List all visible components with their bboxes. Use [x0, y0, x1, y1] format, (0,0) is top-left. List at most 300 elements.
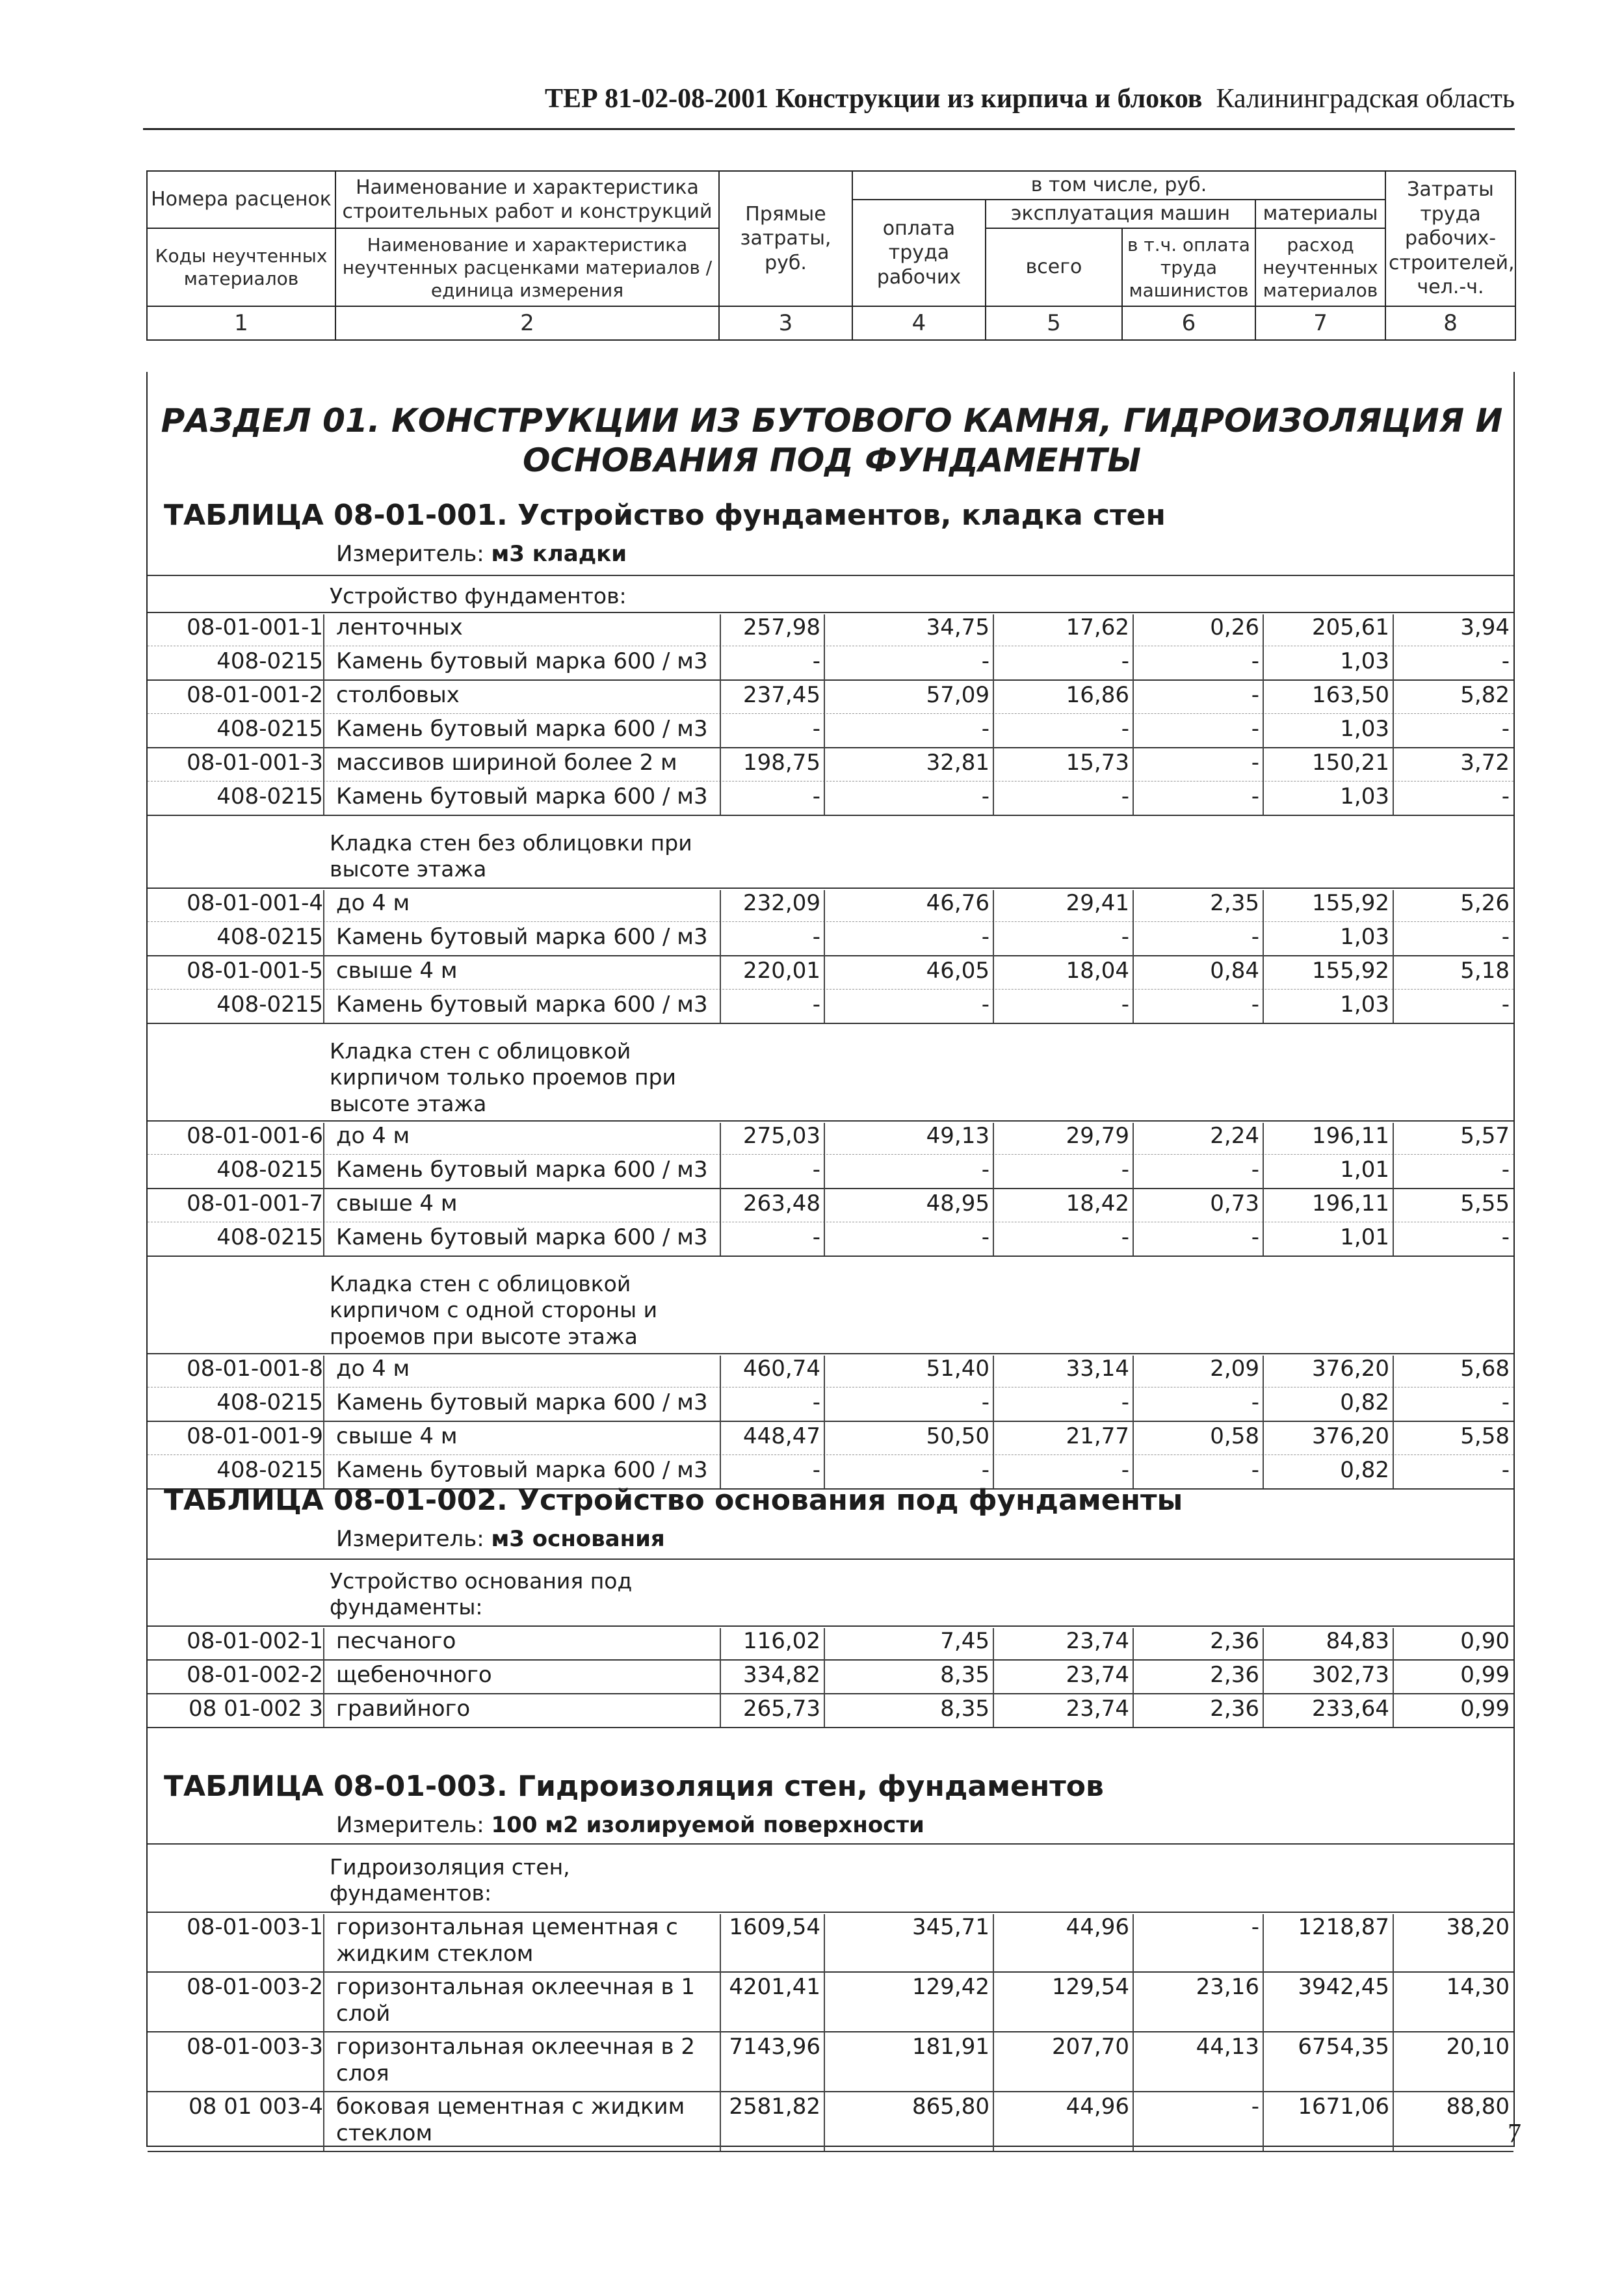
materials: 196,11	[1312, 1190, 1389, 1216]
wages: 7,45	[940, 1628, 989, 1654]
machinist-wages: 0,73	[1210, 1190, 1259, 1216]
table-divider	[148, 1843, 1513, 1845]
meter-label: Измеритель:	[336, 1526, 491, 1552]
machines-total: -	[1121, 716, 1129, 742]
machines-total: 18,04	[1066, 958, 1129, 984]
wages: -	[981, 648, 989, 674]
row-divider	[148, 955, 1513, 956]
group-label: Кладка стен с облицовкой кирпичом только проемов при высоте этажа	[330, 1038, 676, 1116]
table-row	[148, 1190, 1513, 1224]
rate-name: свыше 4 м	[336, 1190, 458, 1216]
machines-total: 129,54	[1052, 1974, 1129, 2000]
rate-name: свыше 4 м	[336, 958, 458, 984]
column-divider	[1133, 1356, 1134, 1488]
hdr-wages: оплата труда рабочих	[852, 200, 986, 306]
direct-cost: 263,48	[743, 1190, 820, 1216]
table-row	[148, 716, 1513, 750]
wages: -	[981, 924, 989, 950]
rate-name: массивов шириной более 2 м	[336, 750, 677, 776]
table-title: ТАБЛИЦА 08-01-003. Гидроизоляция стен, фундаментов	[164, 1770, 1104, 1803]
materials: 0,82	[1340, 1457, 1389, 1483]
direct-cost: 220,01	[743, 958, 820, 984]
rate-code: 08-01-001-3	[187, 750, 323, 776]
machinist-wages: 2,36	[1210, 1628, 1259, 1654]
rate-name: боковая цементная с жидким стеклом	[336, 2094, 685, 2147]
row-divider	[148, 747, 1513, 748]
hdr-direct-costs: Прямые затраты, руб.	[719, 171, 852, 306]
wages: -	[981, 1157, 989, 1183]
row-divider	[148, 713, 1513, 714]
machines-total: 15,73	[1066, 750, 1129, 776]
table-row	[148, 2094, 1513, 2153]
column-divider	[1263, 890, 1264, 1023]
column-divider	[323, 1123, 324, 1256]
page-number: 7	[1508, 2119, 1521, 2149]
direct-cost: -	[812, 716, 820, 742]
machinist-wages: -	[1251, 1914, 1259, 1940]
machines-total: -	[1121, 783, 1129, 809]
rate-name: Камень бутовый марка 600 / м3	[336, 1224, 708, 1250]
meter-unit: 100 м2 изолируемой поверхности	[491, 1812, 924, 1838]
labor-cost: -	[1501, 1157, 1510, 1183]
rate-code: 408-0215	[216, 992, 323, 1018]
hdr-labor: Затраты труда рабочих-строителей, чел.-ч.	[1385, 171, 1515, 306]
direct-cost: 1609,54	[729, 1914, 820, 1940]
labor-cost: 5,55	[1460, 1190, 1510, 1216]
row-divider	[148, 1971, 1513, 1973]
meter-label: Измеритель:	[336, 1812, 491, 1838]
rate-name: гравийного	[336, 1696, 471, 1722]
direct-cost: 257,98	[743, 614, 820, 640]
wages: 129,42	[912, 1974, 989, 2000]
machinist-wages: -	[1251, 648, 1259, 674]
materials: 1671,06	[1298, 2094, 1389, 2120]
column-divider	[1263, 1914, 1264, 2151]
column-divider	[1393, 1356, 1394, 1488]
col-number: 4	[852, 306, 986, 340]
row-divider	[148, 1154, 1513, 1155]
wages: 32,81	[926, 750, 989, 776]
materials: 3942,45	[1298, 1974, 1389, 2000]
table-row	[148, 682, 1513, 716]
wages: -	[981, 783, 989, 809]
table-row	[148, 1356, 1513, 1389]
section-title: РАЗДЕЛ 01. КОНСТРУКЦИИ ИЗ БУТОВОГО КАМНЯ, ГИДРОИЗОЛЯЦИЯ И ОСНОВАНИЯ ПОД ФУНДАМЕНТЫ	[161, 402, 1503, 479]
row-divider	[148, 1693, 1513, 1694]
row-divider	[148, 679, 1513, 681]
machinist-wages: -	[1251, 992, 1259, 1018]
group-divider	[148, 1120, 1513, 1122]
column-divider	[824, 614, 825, 815]
direct-cost: -	[812, 992, 820, 1018]
materials: 1,03	[1340, 992, 1389, 1018]
rate-name: Камень бутовый марка 600 / м3	[336, 924, 708, 950]
row-divider	[148, 2151, 1513, 2152]
rate-name: Камень бутовый марка 600 / м3	[336, 1457, 708, 1483]
column-divider	[1133, 1123, 1134, 1256]
hdr-rate-numbers: Номера расценок	[147, 171, 335, 228]
column-divider	[1133, 614, 1134, 815]
table-row	[148, 992, 1513, 1025]
machines-total: -	[1121, 1389, 1129, 1415]
group-label: Гидроизоляция стен, фундаментов:	[330, 1854, 570, 1906]
column-divider	[824, 1628, 825, 1727]
labor-cost: 0,90	[1460, 1628, 1510, 1654]
row-divider	[148, 1659, 1513, 1661]
wages: 51,40	[926, 1356, 989, 1382]
column-divider	[323, 614, 324, 815]
column-divider	[1133, 890, 1134, 1023]
labor-cost: -	[1501, 1389, 1510, 1415]
materials: 1,03	[1340, 924, 1389, 950]
rate-name: до 4 м	[336, 1356, 410, 1382]
rate-code: 08-01-001-6	[187, 1123, 323, 1149]
rate-name: до 4 м	[336, 1123, 410, 1149]
hdr-material-use: расход неучтенных материалов	[1255, 228, 1385, 306]
materials: 163,50	[1312, 682, 1389, 708]
machinist-wages: -	[1251, 783, 1259, 809]
hdr-machines: эксплуатация машин	[986, 200, 1255, 228]
wages: 8,35	[940, 1662, 989, 1688]
materials: 196,11	[1312, 1123, 1389, 1149]
direct-cost: 275,03	[743, 1123, 820, 1149]
machines-total: 207,70	[1052, 2034, 1129, 2060]
rate-name: столбовых	[336, 682, 460, 708]
column-header-table	[146, 170, 1516, 341]
labor-cost: -	[1501, 783, 1510, 809]
machines-total: 23,74	[1066, 1696, 1129, 1722]
column-divider	[1263, 1123, 1264, 1256]
wages: 49,13	[926, 1123, 989, 1149]
col-number: 8	[1385, 306, 1515, 340]
direct-cost: 237,45	[743, 682, 820, 708]
row-divider	[148, 921, 1513, 922]
rate-code: 408-0215	[216, 1224, 323, 1250]
machinist-wages: 2,24	[1210, 1123, 1259, 1149]
labor-cost: 5,26	[1460, 890, 1510, 916]
hdr-material-name: Наименование и характеристика неучтенных расценками материалов / единица измерения	[335, 228, 719, 306]
group-label: Кладка стен с облицовкой кирпичом с одной стороны и проемов при высоте этажа	[330, 1271, 658, 1349]
rate-name: Камень бутовый марка 600 / м3	[336, 992, 708, 1018]
labor-cost: 5,68	[1460, 1356, 1510, 1382]
rate-code: 408-0215	[216, 716, 323, 742]
table-row	[148, 1974, 1513, 2034]
rate-code: 408-0215	[216, 648, 323, 674]
column-divider	[1393, 1628, 1394, 1727]
machines-total: -	[1121, 1457, 1129, 1483]
machinist-wages: -	[1251, 1157, 1259, 1183]
column-divider	[1393, 1914, 1394, 2151]
column-divider	[993, 614, 994, 815]
machines-total: -	[1121, 992, 1129, 1018]
labor-cost: -	[1501, 716, 1510, 742]
labor-cost: 38,20	[1446, 1914, 1510, 1940]
rate-code: 08-01-003-2	[187, 1974, 323, 2000]
labor-cost: -	[1501, 992, 1510, 1018]
table-divider	[148, 1558, 1513, 1560]
col-number: 7	[1255, 306, 1385, 340]
table-row	[148, 648, 1513, 682]
machinist-wages: 0,26	[1210, 614, 1259, 640]
column-divider	[824, 1123, 825, 1256]
direct-cost: 198,75	[743, 750, 820, 776]
table-row	[148, 1157, 1513, 1190]
table-row	[148, 924, 1513, 958]
materials: 1,01	[1340, 1224, 1389, 1250]
rate-code: 08-01-001-8	[187, 1356, 323, 1382]
rate-code: 08 01-002 3	[189, 1696, 323, 1722]
wages: -	[981, 1457, 989, 1483]
materials: 6754,35	[1298, 2034, 1389, 2060]
header-region: Калининградская область	[1216, 84, 1515, 114]
column-divider	[824, 1356, 825, 1488]
machinist-wages: -	[1251, 924, 1259, 950]
direct-cost: -	[812, 648, 820, 674]
direct-cost: 448,47	[743, 1423, 820, 1449]
column-divider	[993, 890, 994, 1023]
direct-cost: 2581,82	[729, 2094, 820, 2120]
labor-cost: 5,82	[1460, 682, 1510, 708]
column-divider	[720, 890, 721, 1023]
table-row	[148, 1914, 1513, 1974]
column-divider	[1263, 1628, 1264, 1727]
header-doc-title: ТЕР 81-02-08-2001 Конструкции из кирпича и блоков	[544, 84, 1203, 114]
hdr-work-name: Наименование и характеристика строительных работ и конструкций	[335, 171, 719, 228]
column-divider	[720, 1628, 721, 1727]
materials: 1,03	[1340, 716, 1389, 742]
table-title: ТАБЛИЦА 08-01-002. Устройство основания под фундаменты	[164, 1484, 1183, 1517]
machines-total: -	[1121, 1157, 1129, 1183]
materials: 0,82	[1340, 1389, 1389, 1415]
machines-total: 21,77	[1066, 1423, 1129, 1449]
labor-cost: 5,57	[1460, 1123, 1510, 1149]
wages: 8,35	[940, 1696, 989, 1722]
col-number: 5	[986, 306, 1122, 340]
rate-name: Камень бутовый марка 600 / м3	[336, 648, 708, 674]
group-divider	[148, 1912, 1513, 1913]
column-divider	[720, 1356, 721, 1488]
rate-name: до 4 м	[336, 890, 410, 916]
machinist-wages: 2,09	[1210, 1356, 1259, 1382]
wages: -	[981, 1389, 989, 1415]
row-divider	[148, 781, 1513, 782]
table-row	[148, 614, 1513, 648]
machinist-wages: 23,16	[1196, 1974, 1259, 2000]
machinist-wages: 0,58	[1210, 1423, 1259, 1449]
wages: 345,71	[912, 1914, 989, 1940]
rate-code: 408-0215	[216, 1389, 323, 1415]
labor-cost: -	[1501, 1457, 1510, 1483]
wages: 865,80	[912, 2094, 989, 2120]
machines-total: 44,96	[1066, 1914, 1129, 1940]
labor-cost: 20,10	[1446, 2034, 1510, 2060]
labor-cost: 14,30	[1446, 1974, 1510, 2000]
hdr-material-codes: Коды неучтенных материалов	[147, 228, 335, 306]
labor-cost: 0,99	[1460, 1662, 1510, 1688]
meter-unit: м3 основания	[491, 1526, 665, 1552]
column-divider	[993, 1914, 994, 2151]
row-divider	[148, 989, 1513, 990]
machines-total: -	[1121, 648, 1129, 674]
labor-cost: 5,18	[1460, 958, 1510, 984]
table-row	[148, 1662, 1513, 1696]
direct-cost: 116,02	[743, 1628, 820, 1654]
table-row	[148, 958, 1513, 992]
rate-name: горизонтальная оклеечная в 1 слой	[336, 1974, 695, 2027]
rate-code: 408-0215	[216, 1157, 323, 1183]
column-divider	[323, 1914, 324, 2151]
column-divider	[824, 890, 825, 1023]
rate-name: Камень бутовый марка 600 / м3	[336, 783, 708, 809]
direct-cost: 334,82	[743, 1662, 820, 1688]
rate-name: песчаного	[336, 1628, 456, 1654]
materials: 302,73	[1312, 1662, 1389, 1688]
machines-total: -	[1121, 1224, 1129, 1250]
row-divider	[148, 1023, 1513, 1024]
direct-cost: -	[812, 1157, 820, 1183]
wages: 46,76	[926, 890, 989, 916]
rates-body	[146, 372, 1515, 2147]
rate-code: 08-01-001-9	[187, 1423, 323, 1449]
rate-code: 08-01-003-3	[187, 2034, 323, 2060]
column-divider	[1263, 1356, 1264, 1488]
rate-name: щебеночного	[336, 1662, 492, 1688]
group-divider	[148, 612, 1513, 613]
rate-name: Камень бутовый марка 600 / м3	[336, 716, 708, 742]
row-divider	[148, 1256, 1513, 1257]
direct-cost: 265,73	[743, 1696, 820, 1722]
group-label: Устройство фундаментов:	[330, 583, 627, 609]
rate-code: 08-01-001-4	[187, 890, 323, 916]
machinist-wages: 44,13	[1196, 2034, 1259, 2060]
machines-total: 29,41	[1066, 890, 1129, 916]
machinist-wages: 2,35	[1210, 890, 1259, 916]
column-divider	[993, 1356, 994, 1488]
materials: 1,03	[1340, 783, 1389, 809]
row-divider	[148, 1421, 1513, 1422]
row-divider	[148, 2031, 1513, 2032]
materials: 376,20	[1312, 1356, 1389, 1382]
wages: 50,50	[926, 1423, 989, 1449]
wages: 57,09	[926, 682, 989, 708]
machines-total: 29,79	[1066, 1123, 1129, 1149]
table-row	[148, 1696, 1513, 1729]
wages: 181,91	[912, 2034, 989, 2060]
group-divider	[148, 1353, 1513, 1354]
row-divider	[148, 815, 1513, 816]
machinist-wages: 2,36	[1210, 1696, 1259, 1722]
materials: 1218,87	[1298, 1914, 1389, 1940]
machinist-wages: -	[1251, 750, 1259, 776]
table-row	[148, 783, 1513, 817]
rate-code: 408-0215	[216, 783, 323, 809]
hdr-machines-total: всего	[986, 228, 1122, 306]
materials: 150,21	[1312, 750, 1389, 776]
table-row	[148, 1224, 1513, 1258]
direct-cost: 7143,96	[729, 2034, 820, 2060]
machinist-wages: -	[1251, 1389, 1259, 1415]
direct-cost: -	[812, 1389, 820, 1415]
table-row	[148, 2034, 1513, 2094]
hdr-including: в том числе, руб.	[852, 171, 1385, 200]
rate-name: свыше 4 м	[336, 1423, 458, 1449]
machinist-wages: -	[1251, 682, 1259, 708]
table-row	[148, 750, 1513, 783]
materials: 376,20	[1312, 1423, 1389, 1449]
row-divider	[148, 1454, 1513, 1455]
table-row	[148, 1423, 1513, 1457]
labor-cost: -	[1501, 648, 1510, 674]
column-divider	[323, 890, 324, 1023]
column-divider	[993, 1628, 994, 1727]
direct-cost: 232,09	[743, 890, 820, 916]
column-divider	[1393, 1123, 1394, 1256]
materials: 205,61	[1312, 614, 1389, 640]
column-divider	[720, 614, 721, 815]
column-divider	[720, 1123, 721, 1256]
page-header	[143, 83, 1515, 130]
column-divider	[993, 1123, 994, 1256]
rate-code: 08-01-001-7	[187, 1190, 323, 1216]
labor-cost: 5,58	[1460, 1423, 1510, 1449]
machines-total: -	[1121, 924, 1129, 950]
machines-total: 16,86	[1066, 682, 1129, 708]
rate-name: горизонтальная оклеечная в 2 слоя	[336, 2034, 695, 2087]
table-row	[148, 1123, 1513, 1157]
materials: 84,83	[1326, 1628, 1389, 1654]
labor-cost: 0,99	[1460, 1696, 1510, 1722]
rate-code: 08 01 003-4	[189, 2094, 323, 2120]
materials: 155,92	[1312, 958, 1389, 984]
rate-code: 08-01-001-1	[187, 614, 323, 640]
materials: 233,64	[1312, 1696, 1389, 1722]
table-row	[148, 1389, 1513, 1423]
machinist-wages: -	[1251, 2094, 1259, 2120]
labor-cost: 88,80	[1446, 2094, 1510, 2120]
direct-cost: -	[812, 1457, 820, 1483]
rate-code: 408-0215	[216, 924, 323, 950]
column-divider	[1393, 614, 1394, 815]
meter-label: Измеритель:	[336, 541, 491, 567]
materials: 1,03	[1340, 648, 1389, 674]
row-divider	[148, 1727, 1513, 1728]
column-divider	[1133, 1628, 1134, 1727]
machinist-wages: 0,84	[1210, 958, 1259, 984]
machines-total: 17,62	[1066, 614, 1129, 640]
wages: 46,05	[926, 958, 989, 984]
group-divider	[148, 1625, 1513, 1627]
group-label: Устройство основания под фундаменты:	[330, 1568, 633, 1620]
table-meter	[336, 1526, 665, 1552]
machinist-wages: -	[1251, 1457, 1259, 1483]
column-divider	[323, 1356, 324, 1488]
direct-cost: -	[812, 924, 820, 950]
machinist-wages: -	[1251, 716, 1259, 742]
column-divider	[1133, 1914, 1134, 2151]
table-row	[148, 1628, 1513, 1662]
column-divider	[1393, 890, 1394, 1023]
machinist-wages: 2,36	[1210, 1662, 1259, 1688]
hdr-materials: материалы	[1255, 200, 1385, 228]
wages: -	[981, 716, 989, 742]
group-label: Кладка стен без облицовки при высоте этажа	[330, 830, 692, 882]
rate-name: Камень бутовый марка 600 / м3	[336, 1389, 708, 1415]
rate-name: ленточных	[336, 614, 463, 640]
rate-name: горизонтальная цементная с жидким стеклом	[336, 1914, 678, 1967]
labor-cost: -	[1501, 1224, 1510, 1250]
labor-cost: 3,94	[1460, 614, 1510, 640]
meter-unit: м3 кладки	[491, 541, 627, 567]
